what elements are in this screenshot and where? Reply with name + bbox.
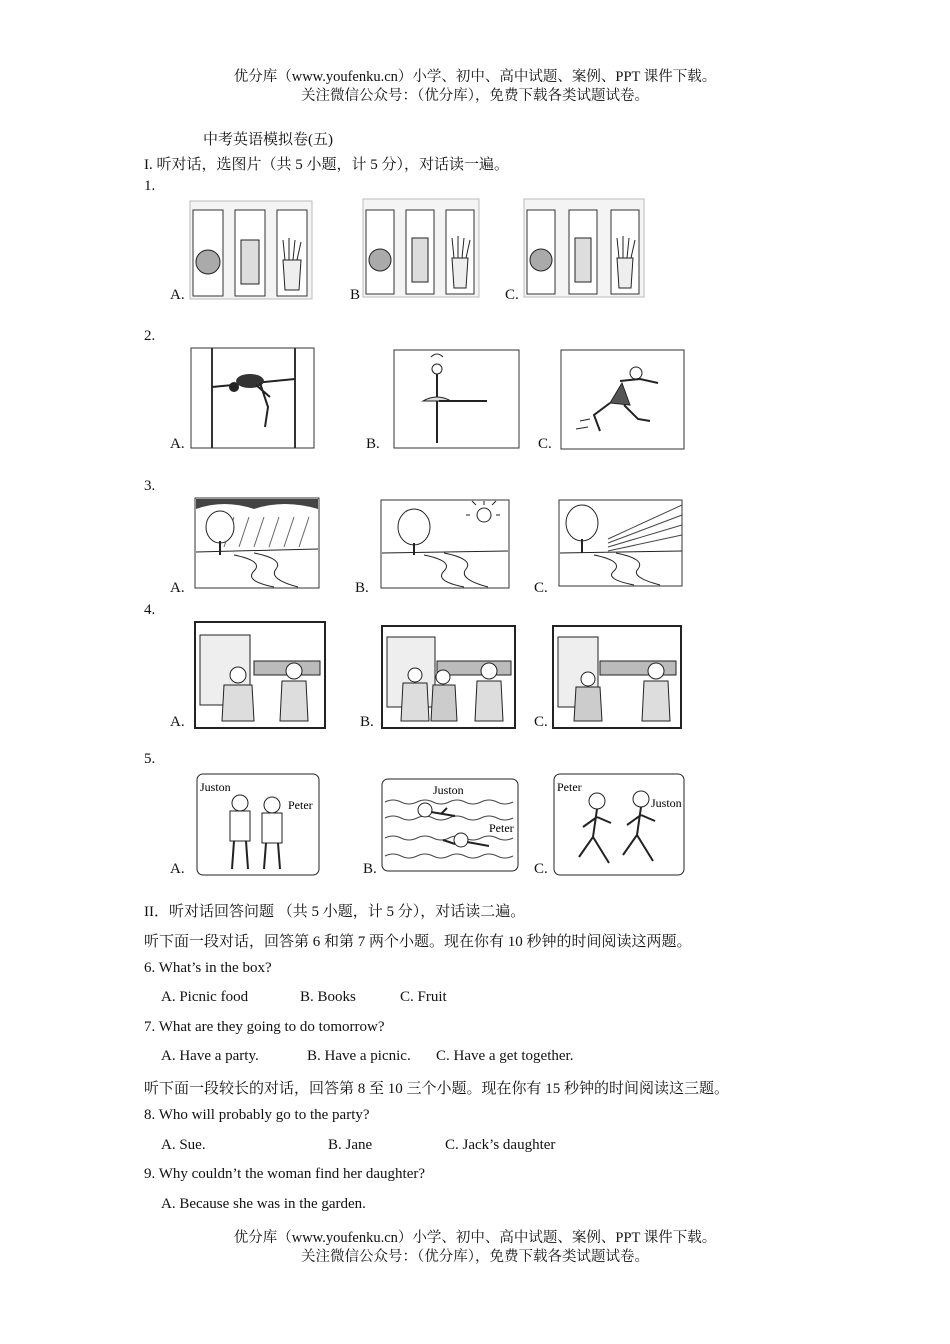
sunny-landscape-picture <box>380 499 510 589</box>
option-c: C. Have a get together. <box>436 1048 574 1064</box>
header-line-2: 关注微信公众号：（优分库），免费下载各类试题试卷。 <box>301 88 649 104</box>
high-jump-picture <box>190 347 315 449</box>
windy-landscape-picture <box>558 499 683 587</box>
option-c: C. Fruit <box>400 989 447 1005</box>
option-b: B. Jane <box>328 1137 373 1153</box>
food-drink-picture-b <box>362 198 480 298</box>
food-drink-picture-c <box>523 198 645 298</box>
section-2-heading: II．听对话回答问题 （共 5 小题，计 5 分），对话读二遍。 <box>144 904 526 920</box>
running-jump-picture <box>560 349 685 450</box>
option-label: C. <box>534 861 548 877</box>
option-label: B. <box>366 436 380 452</box>
question-stem: 9. Why couldn’t the woman find her daughter? <box>144 1166 426 1182</box>
footer-line-1: 优分库（www.youfenku.cn）小学、初中、高中试题、案例、PPT 课件下载。 <box>233 1230 717 1246</box>
option-label: B <box>350 287 361 303</box>
name-label-juston: Juston <box>433 783 464 797</box>
option-b: B. Have a picnic. <box>307 1048 411 1064</box>
option-label: A. <box>170 580 185 596</box>
option-label: C. <box>534 580 548 596</box>
name-label-peter: Peter <box>489 821 514 835</box>
option-label: A. <box>170 861 185 877</box>
option-a: A. Have a party. <box>161 1048 259 1064</box>
name-label-juston: Juston <box>651 796 682 810</box>
option-label: B. <box>363 861 377 877</box>
instruction-6-7: 听下面一段对话，回答第 6 和第 7 两个小题。现在你有 10 秒钟的时间阅读这两题。 <box>144 934 692 950</box>
rainy-landscape-picture <box>194 497 320 589</box>
name-label-peter: Peter <box>557 780 582 794</box>
name-label-juston: Juston <box>200 780 231 794</box>
question-stem: 7. What are they going to do tomorrow? <box>144 1019 385 1035</box>
food-drink-picture-a <box>189 200 313 300</box>
question-stem: 6. What’s in the box? <box>144 960 272 976</box>
boys-swimming-picture <box>381 778 519 872</box>
page-title: 中考英语模拟卷(五) <box>203 132 333 148</box>
footer-line-2: 关注微信公众号：（优分库），免费下载各类试题试卷。 <box>301 1249 649 1265</box>
ballet-picture <box>393 349 520 449</box>
option-label: B. <box>360 714 374 730</box>
shop-picture-c <box>552 625 682 729</box>
option-label: C. <box>505 287 519 303</box>
option-a: A. Because she was in the garden. <box>161 1196 366 1212</box>
instruction-8-10: 听下面一段较长的对话，回答第 8 至 10 三个小题。现在你有 15 秒钟的时间阅读这三题。 <box>144 1081 730 1097</box>
option-a: A. Picnic food <box>161 989 249 1005</box>
option-label: A. <box>170 287 185 303</box>
boys-standing-picture <box>196 773 320 876</box>
shop-picture-a <box>194 621 326 729</box>
option-c: C. Jack’s daughter <box>445 1137 556 1153</box>
question-number: 5. <box>144 751 156 767</box>
option-label: A. <box>170 436 185 452</box>
option-b: B. Books <box>300 989 356 1005</box>
option-label: A. <box>170 714 185 730</box>
question-stem: 8. Who will probably go to the party? <box>144 1107 370 1123</box>
option-label: C. <box>534 714 548 730</box>
section-1-heading: I. 听对话，选图片（共 5 小题，计 5 分），对话读一遍。 <box>144 157 509 173</box>
question-number: 2. <box>144 328 156 344</box>
boys-running-picture <box>553 773 685 876</box>
header-line-1: 优分库（www.youfenku.cn）小学、初中、高中试题、案例、PPT 课件下载。 <box>233 69 717 85</box>
option-a: A. Sue. <box>161 1137 206 1153</box>
name-label-peter: Peter <box>288 798 313 812</box>
question-number: 4. <box>144 602 156 618</box>
option-label: B. <box>355 580 369 596</box>
option-label: C. <box>538 436 552 452</box>
question-number: 3. <box>144 478 156 494</box>
question-number: 1. <box>144 178 156 194</box>
shop-picture-b <box>381 625 516 729</box>
